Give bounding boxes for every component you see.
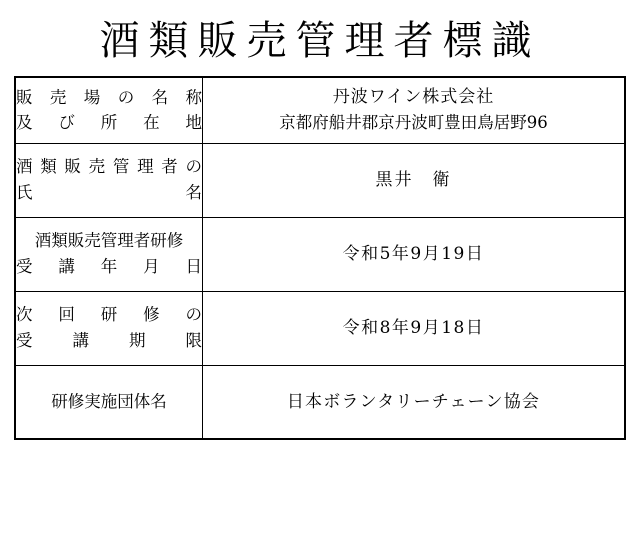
label-line: 次回研修の — [16, 305, 202, 325]
label-line: 販売場の名称 — [16, 87, 202, 107]
value-line: 丹波ワイン株式会社 — [332, 87, 495, 108]
value-line: 令和5年9月19日 — [342, 243, 485, 264]
label-line: 酒類販売管理者研修 — [34, 231, 184, 251]
value-line: 日本ボランタリーチェーン協会 — [286, 391, 541, 412]
value-line: 黒井 衛 — [375, 169, 452, 190]
sign-info-table — [14, 76, 626, 440]
row-value-manager-name — [203, 143, 626, 217]
table-row — [15, 217, 625, 291]
label-line: 及び所在地 — [16, 113, 202, 133]
row-value-training-date — [203, 217, 626, 291]
table-row — [15, 77, 625, 143]
row-value-store — [203, 77, 626, 143]
row-label-training-organization — [15, 365, 203, 439]
row-label-training-date — [15, 217, 203, 291]
row-label-store — [15, 77, 203, 143]
row-label-next-training-deadline — [15, 291, 203, 365]
row-value-training-organization — [203, 365, 626, 439]
label-line: 研修実施団体名 — [51, 391, 167, 411]
label-line: 酒類販売管理者の — [16, 157, 202, 177]
table-row — [15, 365, 625, 439]
label-line: 氏 名 — [16, 183, 202, 202]
row-label-manager-name — [15, 143, 203, 217]
page-title: 酒類販売管理者標識 — [99, 18, 541, 64]
row-value-next-training-deadline — [203, 291, 626, 365]
value-line: 京都府船井郡京丹波町豊田鳥居野96 — [279, 112, 548, 132]
table-row — [15, 291, 625, 365]
value-line: 令和8年9月18日 — [342, 317, 485, 338]
label-line: 受講年月日 — [16, 257, 202, 276]
label-line: 受講期限 — [16, 331, 202, 350]
table-row — [15, 143, 625, 217]
